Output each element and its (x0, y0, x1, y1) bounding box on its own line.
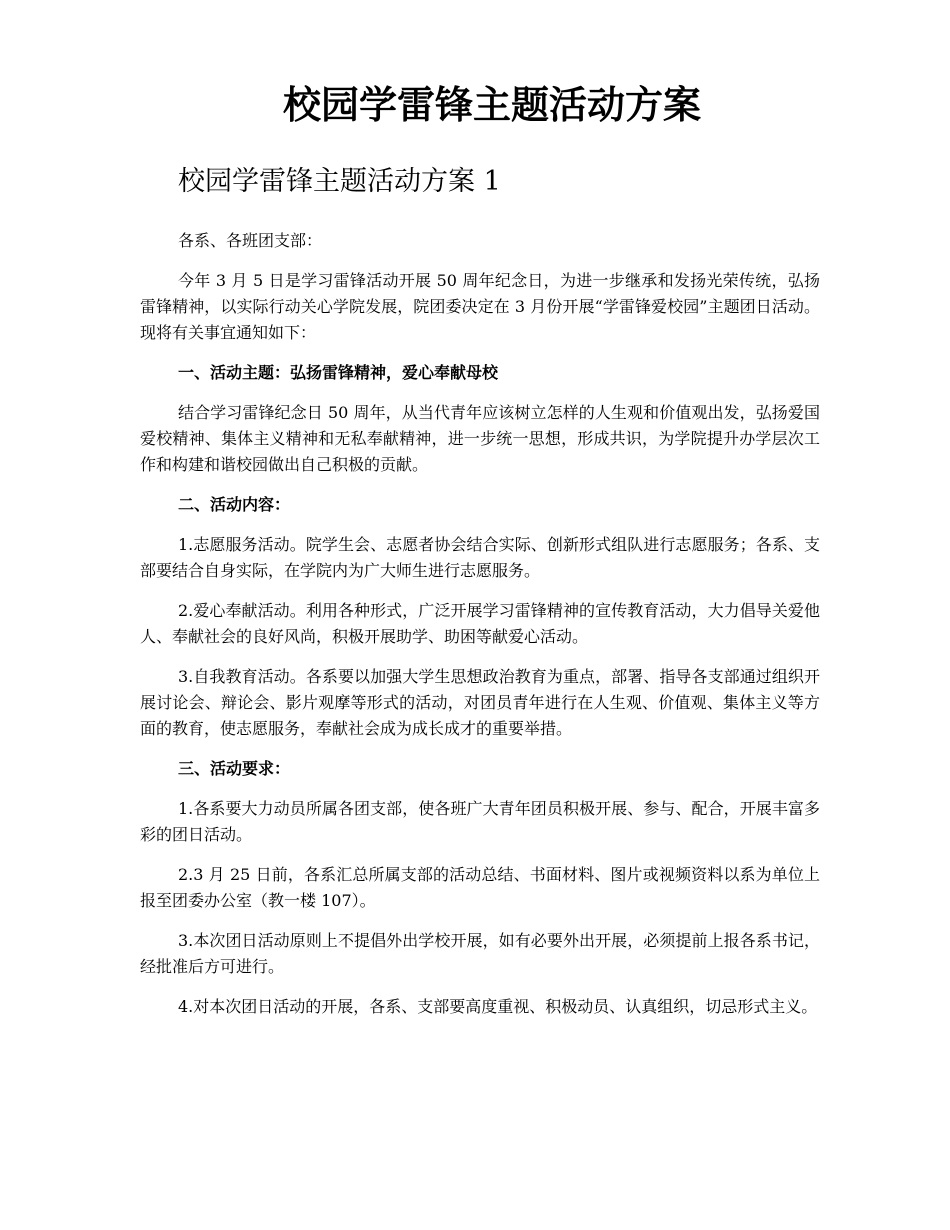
heading-content: 二、活动内容： (178, 495, 291, 514)
content-item-2: 2.爱心奉献活动。利用各种形式，广泛开展学习雷锋精神的宣传教育活动，大力倡导关爱他人、奉献社会的良好风尚，积极开展助学、助困等献爱心活动。 (140, 601, 820, 646)
document-title: 校园学雷锋主题活动方案 (282, 82, 701, 127)
section-title: 校园学雷锋主题活动方案 1 (178, 166, 501, 197)
intro-paragraph: 今年 3 月 5 日是学习雷锋活动开展 50 周年纪念日，为进一步继承和发扬光荣传统，弘扬雷锋精神，以实际行动关心学院发展，院团委决定在 3 月份开展“学雷锋爱校园”主题团日活动。现将有关事宜通知如下： (140, 271, 820, 342)
content-item-3: 3.自我教育活动。各系要以加强大学生思想政治教育为重点，部署、指导各支部通过组织开展讨论会、辩论会、影片观摩等形式的活动，对团员青年进行在人生观、价值观、集体主义等方面的教育，使志愿服务，奉献社会成为成长成才的重要举措。 (140, 667, 820, 738)
salutation: 各系、各班团支部： (178, 231, 323, 250)
requirement-item-3: 3.本次团日活动原则上不提倡外出学校开展，如有必要外出开展，必须提前上报各系书记，经批准后方可进行。 (140, 931, 820, 976)
content-item-1: 1.志愿服务活动。院学生会、志愿者协会结合实际、创新形式组队进行志愿服务；各系、支部要结合自身实际，在学院内为广大师生进行志愿服务。 (140, 535, 820, 580)
heading-theme: 一、活动主题：弘扬雷锋精神，爱心奉献母校 (178, 363, 499, 382)
requirement-item-2: 2.3 月 25 日前，各系汇总所属支部的活动总结、书面材料、图片或视频资料以系为单位上报至团委办公室（教一楼 107）。 (140, 865, 820, 910)
heading-requirements: 三、活动要求： (178, 759, 291, 778)
theme-paragraph: 结合学习雷锋纪念日 50 周年，从当代青年应该树立怎样的人生观和价值观出发，弘扬爱国爱校精神、集体主义精神和无私奉献精神，进一步统一思想，形成共识，为学院提升办学层次工作和构建和谐校园做出自己积极的贡献。 (140, 403, 820, 474)
requirement-item-4: 4.对本次团日活动的开展，各系、支部要高度重视、积极动员、认真组织，切忌形式主义。 (178, 997, 818, 1016)
document-body (140, 228, 820, 1034)
requirement-item-1: 1.各系要大力动员所属各团支部，使各班广大青年团员积极开展、参与、配合，开展丰富多彩的团日活动。 (140, 799, 820, 844)
